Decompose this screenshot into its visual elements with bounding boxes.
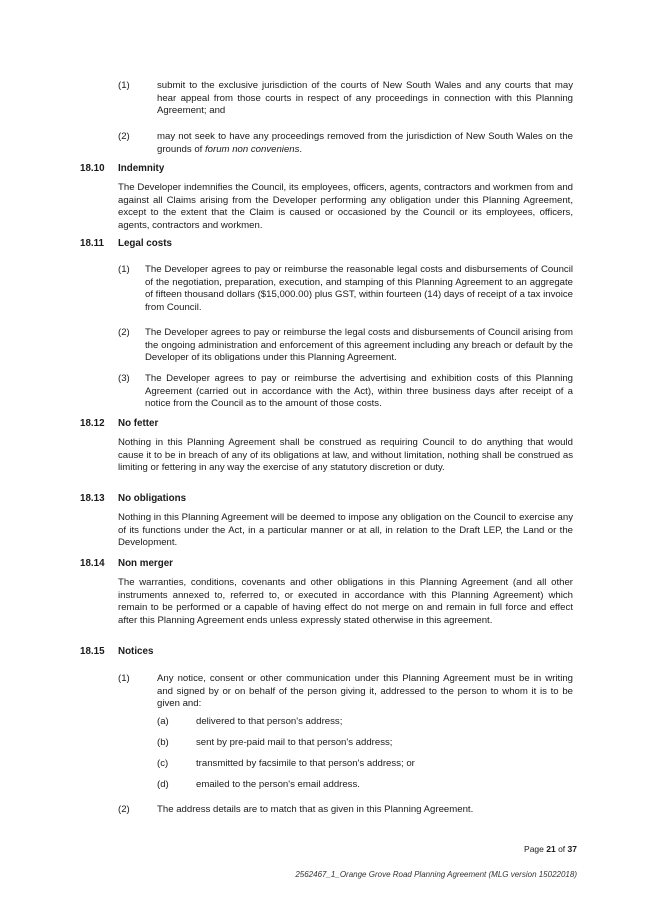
subclause-number: (b) (157, 737, 169, 748)
subclause-text: emailed to the person's email address. (196, 779, 360, 790)
clause-number: (1) (118, 264, 130, 275)
subclause-text: sent by pre-paid mail to that person's address; (196, 737, 393, 748)
clause-text: The Developer agrees to pay or reimburse the advertising and exhibition costs of this Planning Agreement (carried out in accordance with the Act), within three business days after receipt of a notice from the Council as to the amount of those costs. (145, 373, 573, 409)
section-body: The Developer indemnifies the Council, its employees, officers, agents, contractors and workmen from and against all Claims arising from the Developer performing any obligation under this Planning Agreement, except to the extent that the Claim is caused or occasioned by the Council or its employees, officers, agents, contractors and workmen. (118, 182, 573, 231)
clause-text: The address details are to match that as given in this Planning Agreement. (157, 804, 474, 815)
section-number: 18.12 (80, 418, 105, 429)
section-title: No obligations (118, 493, 187, 504)
section-body: Nothing in this Planning Agreement will be deemed to impose any obligation on the Council to exercise any of its functions under the Act, in a particular manner or at all, in relation to the Draft LEP, the Land or the Development. (118, 512, 573, 548)
clause-text: Any notice, consent or other communication under this Planning Agreement must be in writing and signed by or on behalf of the person giving it, addressed to the person to whom it is to be given and: (157, 673, 573, 709)
section-number: 18.11 (80, 238, 104, 249)
clause-number: (2) (118, 327, 130, 338)
document-reference: 2562467_1_Orange Grove Road Planning Agreement (MLG version 15022018) (295, 870, 577, 879)
subclause-number: (a) (157, 716, 169, 727)
clause-text: The Developer agrees to pay or reimburse the legal costs and disbursements of Council arising from the ongoing administration and enforcement of this agreement including any breach or default by the Developer of its obligations under this Planning Agreement. (145, 327, 573, 363)
section-body: Nothing in this Planning Agreement shall be construed as requiring Council to do anything that would cause it to be in breach of any of its obligations at law, and without limitation, nothing shall be construed as limiting or fettering in any way the exercise of any statutory discretion or duty. (118, 437, 573, 473)
clause-number: (1) (118, 673, 130, 684)
section-body: The warranties, conditions, covenants and other obligations in this Planning Agreement (and all other instruments annexed to, referred to, or executed in accordance with this Planning Agreement) which remain to be performed or a capable of having effect do not merge on and remain in full force and effect after this Planning Agreement ends unless expressly stated otherwise in this agreement. (118, 577, 573, 626)
subclause-number: (c) (157, 758, 169, 769)
clause-text: submit to the exclusive jurisdiction of the courts of New South Wales and any courts that may hear appeal from those courts in respect of any proceedings in connection with this Planning Agreement; and (157, 80, 573, 116)
clause-number: (1) (118, 80, 130, 91)
page-number: Page 21 of 37 (524, 844, 577, 854)
section-number: 18.13 (80, 493, 105, 504)
clause-number: (2) (118, 804, 130, 815)
clause-text: The Developer agrees to pay or reimburse the reasonable legal costs and disbursements of Council of the negotiation, preparation, execution, and stamping of this Planning Agreement to an aggregate of fifteen thousand dollars ($15,000.00) plus GST, within fourteen (14) days of receipt of a tax invoice from Council. (145, 264, 573, 313)
section-title: Non merger (118, 558, 173, 569)
section-number: 18.10 (80, 163, 105, 174)
subclause-text: transmitted by facsimile to that person's address; or (196, 758, 415, 769)
section-title: Legal costs (118, 238, 172, 249)
section-number: 18.15 (80, 646, 105, 657)
section-title: Indemnity (118, 163, 165, 174)
section-number: 18.14 (80, 558, 105, 569)
section-title: No fetter (118, 418, 159, 429)
clause-text: may not seek to have any proceedings removed from the jurisdiction of New South Wales on the grounds of forum non conveniens. (157, 131, 573, 155)
clause-number: (2) (118, 131, 130, 142)
subclause-text: delivered to that person's address; (196, 716, 343, 727)
section-title: Notices (118, 646, 154, 657)
clause-number: (3) (118, 373, 130, 384)
subclause-number: (d) (157, 779, 169, 790)
